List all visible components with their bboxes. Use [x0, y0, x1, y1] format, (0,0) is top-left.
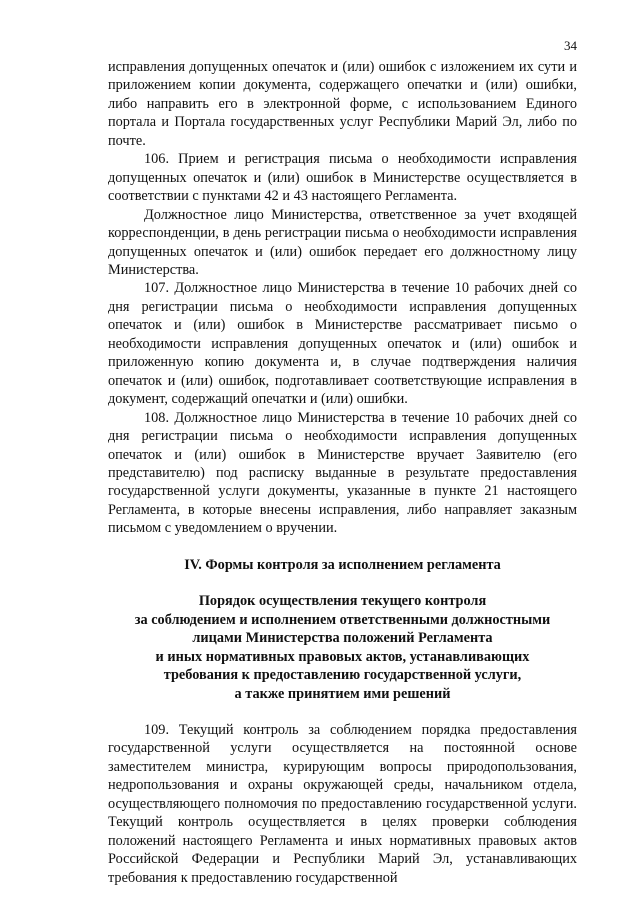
paragraph-continuation: исправления допущенных опечаток и (или) ошибок с изложением их сути и приложением копии документа, содержащего опечатки и (или) ошибки, либо направить его в электронной форме, с использованием Единого портала и Портала государственных услуг Республики Марий Эл, либо по почте.	[108, 59, 577, 149]
subsection-heading-line: за соблюдением и исполнением ответственными должностными	[134, 611, 551, 628]
subsection-heading-line: и иных нормативных правовых актов, устанавливающих	[155, 648, 530, 665]
document-body	[108, 58, 577, 887]
paragraph-correspondence: Должностное лицо Министерства, ответственное за учет входящей корреспонденции, в день регистрации письма о необходимости исправления допущенных опечаток и (или) ошибок передает его должностному лицу Министерства.	[108, 206, 577, 278]
subsection-heading-line: Порядок осуществления текущего контроля	[198, 593, 487, 610]
paragraph-109: 109. Текущий контроль за соблюдением порядка предоставления государственной услуги осуществляется на постоянной основе заместителем министра, курирующим вопросы природопользования, недропользования и охраны окружающей среды, начальником отдела, осуществляющего полномочия по предоставлению государственной услуги. Текущий контроль осуществляется в целях проверки соблюдения положений настоящего Регламента и иных нормативных правовых актов Российской Федерации и Республики Марий Эл, устанавливающих требования к предоставлению государственной	[108, 721, 577, 886]
paragraph-108: 108. Должностное лицо Министерства в течение 10 рабочих дней со дня регистрации письма о необходимости исправления допущенных опечаток и (или) ошибок в Министерстве вручает Заявителю (его представителю) под расписку выданные в результате предоставления государственной услуги документы, указанные в пункте 21 настоящего Регламента, в которые внесены исправления, либо направляет заказным письмом с уведомлением о вручении.	[108, 409, 577, 537]
paragraph-107: 107. Должностное лицо Министерства в течение 10 рабочих дней со дня регистрации письма о необходимости исправления допущенных опечаток и (или) ошибок в Министерстве рассматривает письмо о необходимости исправления допущенных опечаток и (или) ошибок и приложенную копию документа и, в случае подтверждения наличия опечаток и (или) ошибок, подготавливает соответствующие исправления в документ, содержащий опечатки и (или) ошибки.	[108, 280, 577, 408]
subsection-heading-line: требования к предоставлению государственной услуги,	[163, 667, 522, 684]
subsection-heading-line: а также принятием ими решений	[234, 685, 451, 702]
paragraph-106: 106. Прием и регистрация письма о необходимости исправления допущенных опечаток и (или) ошибок в Министерстве осуществляется в соответствии с пунктами 42 и 43 настоящего Регламента.	[108, 151, 577, 205]
page-number: 34	[564, 38, 577, 53]
subsection-heading	[108, 592, 577, 703]
section-heading: IV. Формы контроля за исполнением регламента	[184, 556, 501, 573]
subsection-heading-line: лицами Министерства положений Регламента	[192, 630, 493, 647]
